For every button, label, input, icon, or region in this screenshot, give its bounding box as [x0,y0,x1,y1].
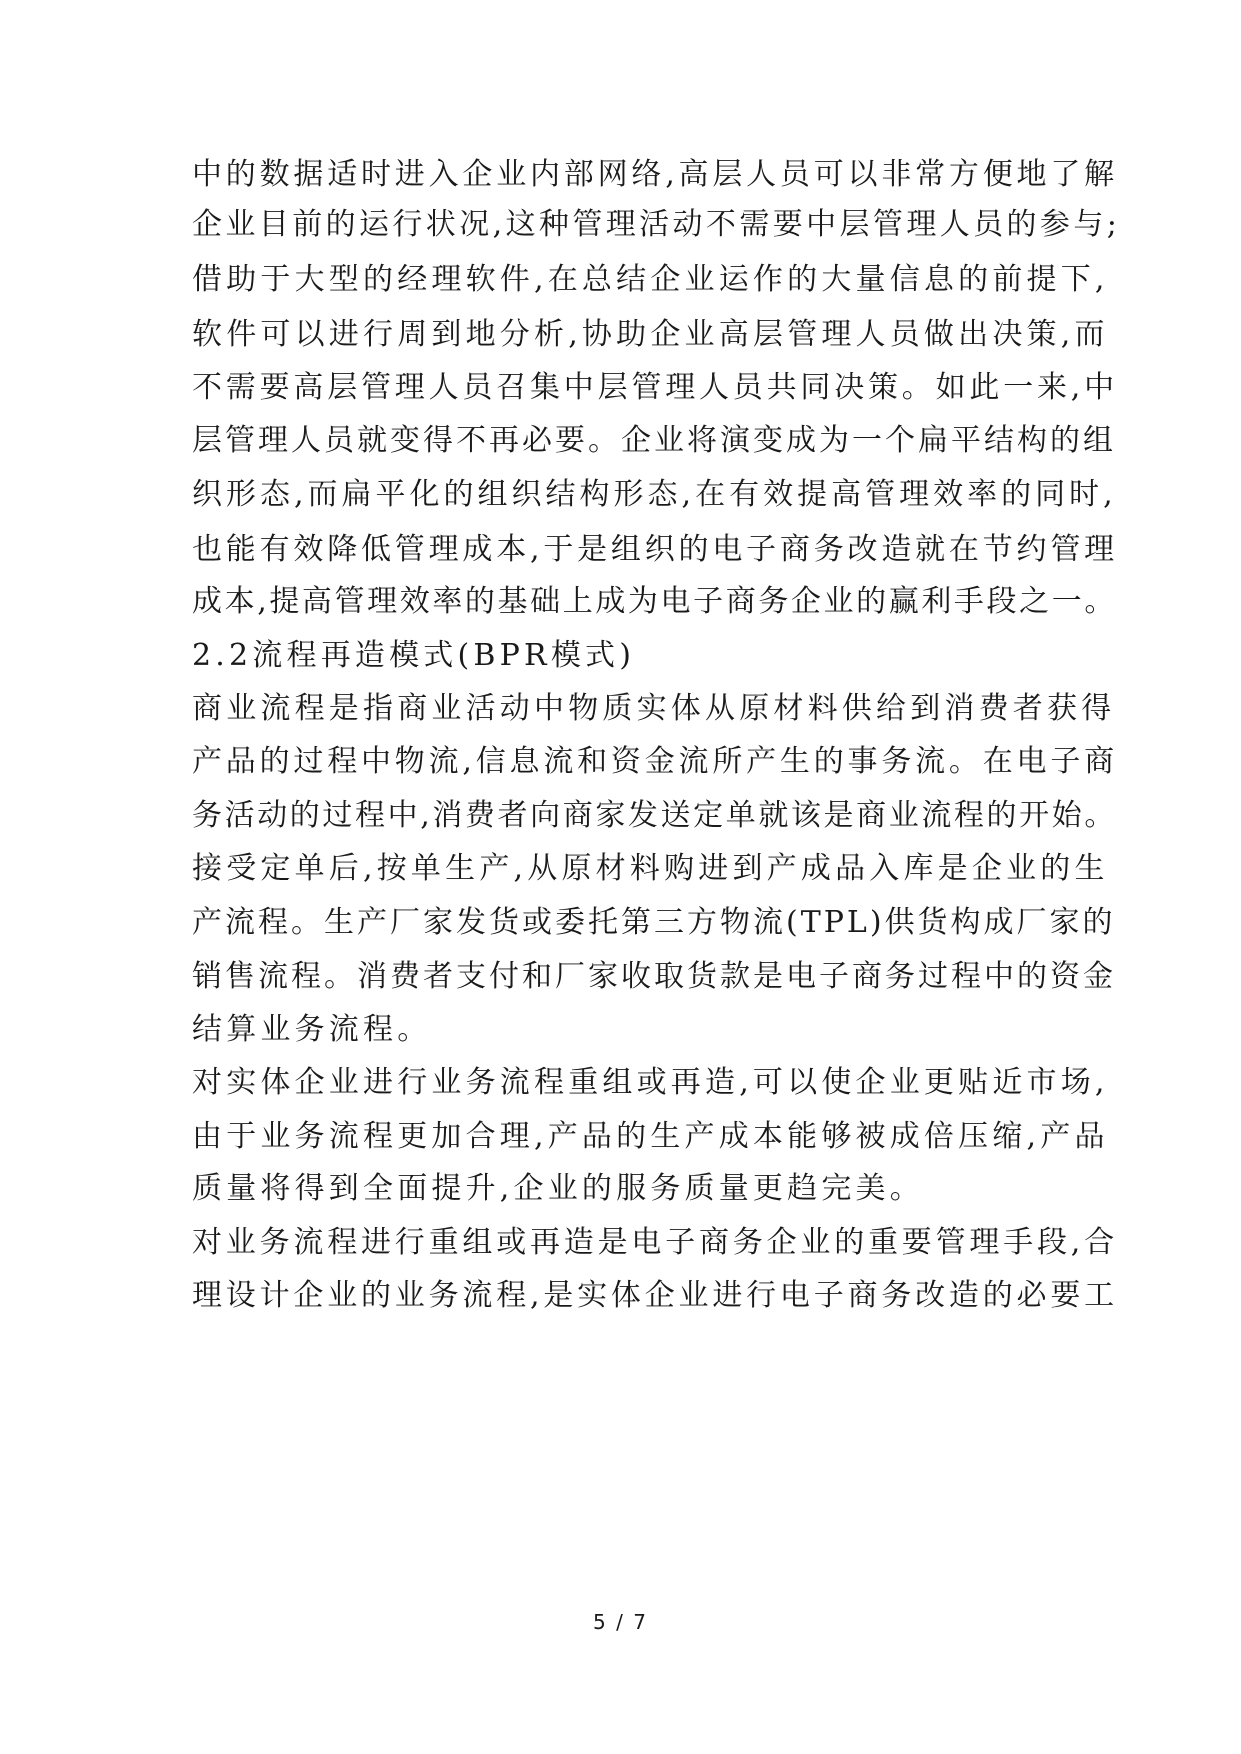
text-line: 产流程。生产厂家发货或委托第三方物流(TPL)供货构成厂家的 [192,905,1116,940]
text-line: 织形态,而扁平化的组织结构形态,在有效提高管理效率的同时, [192,477,1117,512]
text-line: 层管理人员就变得不再必要。企业将演变成为一个扁平结构的组 [192,423,1116,458]
text-line: 结算业务流程。 [192,1012,432,1047]
text-line: 由于业务流程更加合理,产品的生产成本能够被成倍压缩,产品 [192,1119,1109,1154]
text-line: 理设计企业的业务流程,是实体企业进行电子商务改造的必要工 [192,1278,1118,1313]
text-line: 务活动的过程中,消费者向商家发送定单就该是商业流程的开始。 [192,798,1117,833]
text-line: 中的数据适时进入企业内部网络,高层人员可以非常方便地了解 [192,157,1118,192]
text-line: 产品的过程中物流,信息流和资金流所产生的事务流。在电子商 [192,744,1118,779]
text-line: 借助于大型的经理软件,在总结企业运作的大量信息的前提下, [192,262,1109,297]
text-line: 不需要高层管理人员召集中层管理人员共同决策。如此一来,中 [192,370,1118,405]
text-line: 质量将得到全面提升,企业的服务质量更趋完美。 [192,1171,924,1206]
text-line: 对业务流程进行重组或再造是电子商务企业的重要管理手段,合 [192,1225,1118,1260]
text-line: 商业流程是指商业活动中物质实体从原材料供给到消费者获得 [192,691,1116,726]
text-line: 成本,提高管理效率的基础上成为电子商务企业的赢利手段之一。 [192,584,1117,619]
text-line: 对实体企业进行业务流程重组或再造,可以使企业更贴近市场, [192,1065,1109,1100]
text-line: 企业目前的运行状况,这种管理活动不需要中层管理人员的参与; [192,207,1121,242]
section-heading: 2.2流程再造模式(BPR模式) [192,638,636,673]
page-number: 5 / 7 [593,1610,648,1634]
text-line: 软件可以进行周到地分析,协助企业高层管理人员做出决策,而 [192,317,1109,352]
text-line: 接受定单后,按单生产,从原材料购进到产成品入库是企业的生 [192,851,1109,886]
text-line: 销售流程。消费者支付和厂家收取货款是电子商务过程中的资金 [192,959,1116,994]
text-line: 也能有效降低管理成本,于是组织的电子商务改造就在节约管理 [192,532,1118,567]
